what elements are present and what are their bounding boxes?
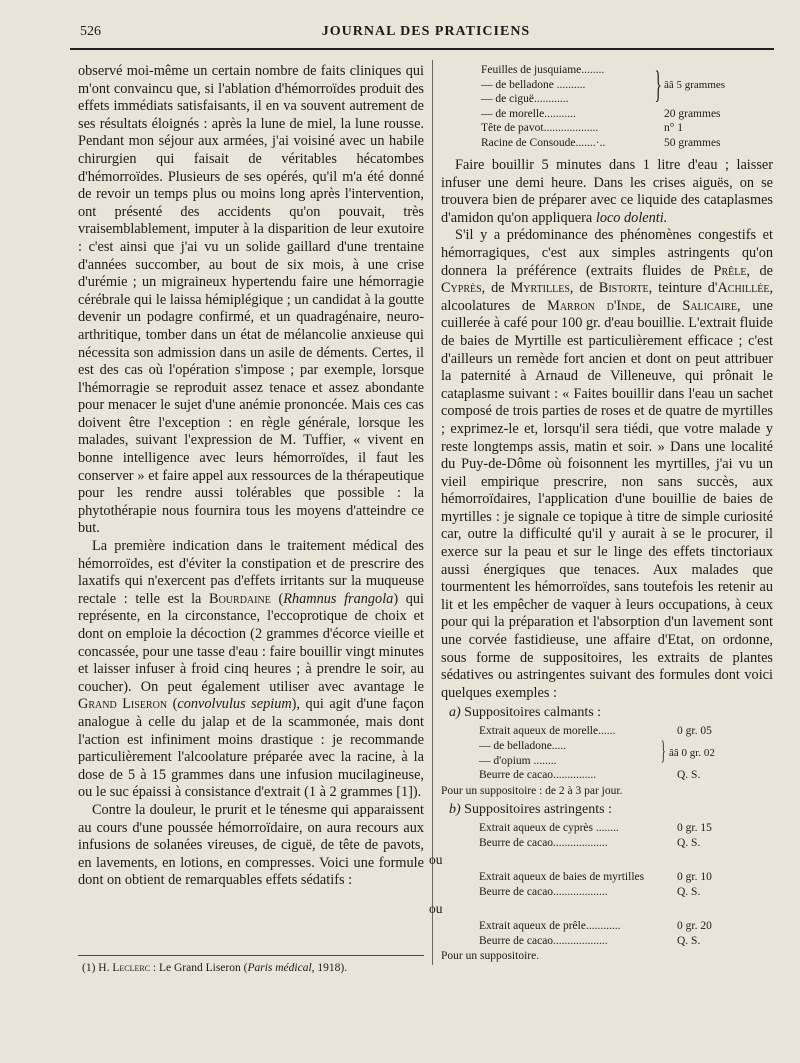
formula-prele <box>479 919 773 948</box>
formula-note: Pour un suppositoire : de 2 à 3 par jour. <box>441 785 623 798</box>
formula-qty: Q. S. <box>677 769 701 782</box>
formula-qty: 0 gr. 15 <box>677 822 712 834</box>
formula-row: Beurre de cacao................... <box>479 885 608 898</box>
formula-note: Pour un suppositoire. <box>441 949 540 962</box>
page-header <box>80 22 772 44</box>
formula-sedative-infusion <box>481 63 773 151</box>
formula-row: Beurre de cacao............... <box>479 769 597 782</box>
formula-row: Feuilles de jusquiame........ <box>481 64 605 76</box>
left-column <box>78 63 424 890</box>
formula-row: Extrait aqueux de cyprès ........ <box>479 822 619 834</box>
paragraph-laxatives: La première indication dans le traitement médical des hémorroïdes, est d'éviter la constipation et de prescrire des laxatifs qui n'exercent pas d'effets irritants sur la muqueuse rectale : telle est la Bourdaine (Rhamnus frangola) qui représente, en la circonstance, l'eccoprotique de choix et dont on emploie la décoction (2 grammes d'écorce vieille et concassée, pour une tasse d'eau : faire bouillir vingt minutes et laisser infuser à froid cinq heures ; à prendre le soir, au coucher). On peut également utiliser avec avantage le Grand Liseron (convolvulus sepium), qui agit d'une façon analogue à celle du jalap et de la scammonée, mais dont l'action est infiniment moins drastique : je recommande particulièrement l'alcoolature préparée avec la racine, à la dose de 5 à 15 grammes dans une infusion mucilagineuse, ou le suc épaissi à consistance d'extrait (1 à 2 grammes [1]). <box>78 538 424 801</box>
formula-row: Tête de pavot................... <box>481 122 599 135</box>
footnote: (1) H. Leclerc : Le Grand Liseron (Paris médical, 1918). <box>82 962 348 974</box>
paragraph-boil-instructions: Faire bouillir 5 minutes dans 1 litre d'eau ; laisser infuser une demi heure. Dans les crises aiguës, on se trouvera bien de préparer avec ce liquide des cataplasmes d'amidon qu'on appliquera loco dolenti. <box>441 157 773 226</box>
header-rule <box>70 48 774 50</box>
formula-qty: Q. S. <box>677 885 701 898</box>
formula-row: — de ciguë............ <box>481 93 569 106</box>
formula-row: Beurre de cacao................... <box>479 934 608 947</box>
section-calming-suppositories: a) Suppositoires calmants : <box>449 705 602 721</box>
formula-row: Beurre de cacao................... <box>479 836 608 849</box>
formula-row: — d'opium ........ <box>479 754 557 767</box>
formula-qty: 20 grammes <box>664 107 721 120</box>
paragraph-astringents: S'il y a prédominance des phénomènes congestifs et hémorragiques, c'est aux simples astringents qu'on donnera la préférence (extraits fluides de Prêle, de Cyprès, de Myrtilles, de Bistorte, teinture d'Achillée, alcoolatures de Marron d'Inde, de Salicaire, une cuillerée à café pour 100 gr. d'eau bouillie. L'extrait fluide de baies de Myrtille est particulièrement efficace ; c'est d'ailleurs un remède fort ancien et dont on peut attribuer la paternité à Arnaud de Villeneuve, qui prônait le cataplasme suivant : « Faites bouillir dans l'eau un sachet composé de trois parties de roses et de quatre de myrtilles ; exprimez-le et, lorsqu'il sera tiédi, que votre malade y reste longtemps assis, matin et soir. » Dans une localité du Puy-de-Dôme où foisonnent les myrtilles, j'ai vu un vieil empirique prescrire, non sans succès, aux hémorroïdaires, l'application d'une bouillie de baies de myrtilles : je signale ce topique à titre de simple curiosité car, outre la difficulté qu'il y aurait à se le procurer, il exerce sur la peau et sur le linge des effets tinctoriaux aussi énergiques que tenaces. Aux malades que tourmentent les hémorroïdes, sans toutefois les retenir au lit et les empêcher de vaquer à leurs occupations, à ceux pour qui la préparation et l'absorption d'un lavement sont une corvée fastidieuse, une affaire d'Etat, on ordonne, sous forme de suppositoires, les extraits de plantes sédatives ou astringentes suivant des formules dont voici quelques exemples : <box>441 227 774 701</box>
formula-qty: 0 gr. 20 <box>677 920 712 933</box>
formula-qty: n° 1 <box>664 122 683 135</box>
formula-calming <box>479 724 773 784</box>
formula-myrtilles <box>479 870 773 899</box>
formula-row: — de morelle........... <box>481 107 576 120</box>
separator-ou: ou <box>429 852 443 868</box>
formula-qty: Q. S. <box>677 836 701 849</box>
brace-icon: } <box>654 64 662 106</box>
formula-row: — de belladone..... <box>479 740 567 752</box>
separator-ou: ou <box>429 901 443 917</box>
formula-row: Extrait aqueux de prêle............ <box>479 920 621 933</box>
formula-row: Racine de Consoude.......·.. <box>481 136 606 149</box>
formula-qty: 50 grammes <box>664 136 721 149</box>
brace-icon: } <box>660 736 666 766</box>
formula-qty: 0 gr. 10 <box>677 871 712 884</box>
page-number: 526 <box>80 24 101 39</box>
footnote-rule <box>78 955 424 956</box>
formula-row: Extrait aqueux de baies de myrtilles <box>479 871 645 884</box>
running-title: JOURNAL DES PRATICIENS <box>321 24 531 39</box>
column-divider <box>432 60 433 965</box>
formula-qty: 0 gr. 05 <box>677 725 712 738</box>
right-column <box>429 63 774 963</box>
formula-qty: Q. S. <box>677 934 701 947</box>
formula-row: Extrait aqueux de morelle...... <box>479 725 616 738</box>
paragraph-pain-relief: Contre la douleur, le prurit et le ténesme qui apparaissent au cours d'une poussée hémorroïdaire, on aura recours aux infusions de solanées vireuses, de ciguë, de tête de pavots, en lavements, en lotions, en compresses. Voici une formule dont on obtient de remarquables effets sédatifs : <box>78 801 424 889</box>
formula-row: — de belladone .......... <box>481 78 586 91</box>
formula-cypres <box>479 821 773 850</box>
paragraph-hemorrhoid-surgery: observé moi-même un certain nombre de faits cliniques qui m'ont convaincu que, si l'ablation d'hémorroïdes produit des effets immédiats satisfaisants, il en va souvent autrement de ses résultats éloignés : après la lune de miel, la lune rousse. Pendant mon séjour aux armées, j'ai voisiné avec un habile chirurgien qui faisait de véritables hécatombes d'hémorroïdes. Plusieurs de ses opérés, qu'il m'a été donné de revoir un temps plus ou moins long après l'intervention, ont présenté des accidents qu'on pouvait, très vraisemblablement, imputer à la disparition de leur exutoire : c'est ainsi que j'ai vu un solide gaillard d'une trentaine d'années succomber, au bout de six mois, à une crise d'urémie ; un migraineux hypertendu faire une hémorragie cérébrale qui le laissa hémiplégique ; un candidat à la goutte devenir un podagre confirmé, et un quadragénaire, neuro-arthritique, tomber dans un état de mélancolie anxieuse qui nécessita son admission dans un asile de déments. Certes, il est des cas où l'opération s'impose ; par exemple, lorsque l'hémorragie se reproduit assez tenace et assez abondante pour menacer le sujet d'une anémie prononcée. Mais ces cas doivent être l'exception : en règle générale, lorsque les malades, suivant l'expression de M. Tuffier, « vivent en bonne intelligence avec leurs hémorroïdes, il faut les conserver » et faire appel aux ressources de la thérapeutique pour les rendre aussi tolérables que possible : la phytothérapie nous fournira tous les moyens d'atteindre ce but. <box>78 63 424 537</box>
formula-brace-qty: ââ 5 grammes <box>664 79 726 91</box>
section-astringent-suppositories: b) Suppositoires astringents : <box>449 802 612 817</box>
formula-brace-qty: ââ 0 gr. 02 <box>669 747 715 760</box>
